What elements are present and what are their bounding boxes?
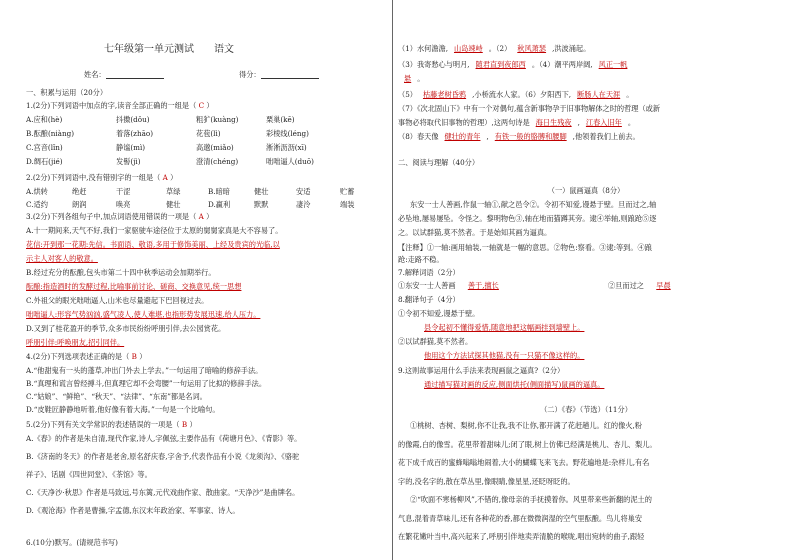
q2-option-r1-c2: 绝赶	[72, 187, 87, 196]
q3-line-5: 酝酿:指造酒时的发酵过程,比喻事前讨论、磋商、交换意见,统一思想	[26, 282, 242, 291]
q8-item-2-answer: 他用这个方法试探其他猫,没有一只猫不像这样的。	[424, 351, 585, 360]
q7-item-1-label: ①东安一士人善画	[398, 281, 456, 290]
poem-line-2-mid: 。（4）潮平两岸阔,	[531, 60, 593, 69]
q8-item-2-question: ②以试群猫,莫不然者。	[398, 337, 473, 346]
q1-option-r3-c4: 淅淅沥沥(xī)	[266, 143, 307, 152]
q1-option-r1-c2: 抖擞(dǒu)	[116, 115, 150, 124]
q1-option-r1-c1: A.应和(hè)	[26, 115, 63, 124]
poem-line-7-ans2: 有铁一般的胳膊和腰脚	[494, 132, 567, 141]
poem-line-4-suffix: 。	[626, 90, 634, 99]
q1-answer: C	[198, 101, 205, 110]
q3-line-1: A.十一期间来,天气不好,我们一家驱驶车途径位于太原的舅舅家真是大不容易了。	[26, 226, 283, 235]
q8-item-1-question: ①令初不知爱,谩悬于壁。	[398, 309, 480, 318]
q1-stem-text: 1.(2分)下列词语中加点的字,读音全部正确的一组是（	[26, 101, 197, 110]
poem-line-3-mid: 。	[417, 74, 425, 83]
q3-stem-text: 3.(2分)下列各组句子中,加点词语使用错误的一项是（	[26, 212, 197, 221]
q3-line-9: 呼朋引伴:呼唤朋友,招引同伴。	[26, 338, 125, 347]
q8-item-1-answer: 县令起初不懂得爱惜,随意地把这幅画挂到墙壁上。	[424, 323, 585, 332]
name-field	[84, 70, 164, 79]
q1-option-r4-c4: 咄咄逼人(duō)	[266, 157, 314, 166]
q6-stem: 6.(10分)默写。(请规范书写)	[26, 538, 118, 547]
q4-line-2: B.“真理和谎言曾经搏斗,但真理它却不会弯腰”一句运用了比拟的修辞手法。	[26, 379, 267, 388]
q5-answer: B	[181, 420, 188, 429]
poem-line-4-ans1: 枯藤老树昏鸦	[422, 90, 467, 99]
q7-item-1-answer: 善于,擅长	[467, 281, 499, 290]
q2-option-r1-c3: 干涩	[116, 187, 131, 196]
section2-title: 二、阅读与理解（40分）	[398, 158, 480, 167]
poem-line-1-ans2: 秋风萧瑟	[517, 44, 547, 53]
q5-stem-close: ）	[189, 420, 197, 429]
q3-line-6: C.外祖父的眼光咄咄逼人,山米也尽量避起下巴回视过去。	[26, 296, 209, 305]
poem-line-1-prefix: （1）水何澹澹,	[398, 44, 448, 53]
q1-option-r2-c3: 花苞(lì)	[196, 129, 221, 138]
reading-a-title: （一）鼠画逼真（8分）	[547, 186, 625, 195]
poem-line-4-prefix: （5）	[398, 90, 417, 99]
score-blank[interactable]	[261, 71, 319, 79]
q5-line-5: D.《观沧海》作者是曹操,字孟德,东汉末年政治家、军事家、诗人。	[26, 506, 240, 515]
q5-line-3: 祥子》、话剧《四世同堂》、《茶馆》等。	[26, 470, 152, 479]
reading-b-passage-line-6: 气息,混着青草味儿,还有各种花的香,都在微微润湿的空气里酝酿。鸟儿将巢安	[398, 513, 643, 523]
column-divider	[392, 0, 393, 560]
poem-line-5	[398, 104, 684, 113]
poem-line-7-prefix: （8）春天像	[398, 132, 439, 141]
q2-option-r1-c5: B.暗暗	[208, 187, 230, 196]
q2-stem-close: ）	[170, 173, 178, 182]
q1-stem-close: ）	[206, 101, 214, 110]
q5-stem	[26, 420, 197, 429]
q3-line-3: 示主人对客人的敬意。	[26, 254, 98, 263]
poem-line-6-ans2: 江春入旧年	[585, 118, 622, 127]
q4-stem-close: ）	[139, 352, 147, 361]
q3-stem	[26, 212, 213, 221]
q1-option-r3-c3: 高邈(miǎo)	[196, 143, 234, 152]
q4-stem	[26, 352, 146, 361]
poem-line-7-ans1: 健壮的青年	[444, 132, 481, 141]
poem-line-1-mid: 。（2）	[488, 44, 512, 53]
reading-b-passage-line-4: 字的,没名字的,散在草丛里,像眼睛,像星星,还眨呀眨的。	[398, 476, 575, 486]
q5-line-1: A.《春》的作者是朱自清,现代作家,诗人,字佩弦,主要作品有《荷塘月色》、《背影》等。	[26, 434, 302, 443]
q7-item-2-answer: 早晨	[656, 281, 671, 290]
q2-option-r2-c1: C.适约	[26, 200, 48, 209]
poem-line-2	[398, 60, 633, 69]
poem-line-4-ans2: 断肠人在天涯	[577, 90, 621, 99]
q5-stem-text: 5.(2分)下列有关文学常识的表述错误的一项是（	[26, 420, 180, 429]
poem-line-1-ans1: 山岛竦峙	[453, 44, 483, 53]
q2-option-r2-c4: 健壮	[166, 200, 181, 209]
reading-b-passage-line-2: 的像霞,白的像雪。花里带着甜味儿;闭了眼,树上仿佛已经满是桃儿、杏儿、梨儿。	[398, 439, 657, 449]
q7-item-1	[398, 281, 499, 290]
q1-option-r4-c3: 澄清(chéng)	[196, 157, 239, 166]
poem-line-7	[398, 132, 640, 141]
reading-b-title: （二）《春》（节选）（11分）	[540, 405, 632, 414]
q4-stem-text: 4.(2分)下列选项表述正确的是（	[26, 352, 130, 361]
name-label: 姓名：	[84, 70, 106, 79]
reading-b-passage-line-3: 花下成千成百的蜜蜂嗡嗡地闹着,大小的蝴蝶飞来飞去。野花遍地是:杂样儿,有名	[398, 458, 650, 467]
q2-stem	[26, 173, 177, 182]
poem-line-3-ans2	[424, 74, 436, 83]
reading-b-passage-line-1: ①桃树、杏树、梨树,你不让我,我不让你,都开满了花赶趟儿。红的像火,粉	[410, 421, 642, 430]
q2-option-r1-c7: 安适	[296, 187, 311, 196]
q2-option-r2-c8: 端装	[340, 200, 355, 209]
poem-line-4-mid: ,小桥流水人家。（6）夕阳西下,	[472, 90, 572, 99]
q2-stem-text: 2.(2分)下列词语中,没有错别字的一组是（	[26, 173, 161, 182]
q3-answer: A	[198, 212, 204, 221]
q2-option-r2-c2: 朗润	[72, 200, 87, 209]
q2-option-r2-c3: 唤亮	[116, 200, 131, 209]
q4-line-1: A.“他甜鬼有一头的蓬草,冲出门外去上学去。”一句运用了暗喻的修辞手法。	[26, 366, 263, 375]
poem-line-1	[398, 44, 590, 53]
score-label: 得分：	[239, 70, 261, 79]
poem-line-3	[398, 74, 436, 83]
q3-line-4: B.经过充分的酝酿,包头市第二十四中秋季运动会加期举行。	[26, 268, 216, 277]
q2-option-r2-c5: D.赢利	[208, 200, 231, 209]
left-column	[26, 0, 384, 560]
q9-answer: 通过描写猫对画的反应,侧面烘托(侧面描写)鼠画的逼真。	[424, 380, 605, 389]
poem-line-7-mid: ,	[486, 132, 489, 141]
poem-line-6-ans1: 海日生残夜	[535, 118, 572, 127]
q8-stem: 8.翻译句子（4分）	[398, 295, 460, 304]
poem-line-3-ans1: 悬	[404, 74, 412, 83]
poem-line-7-suffix: ,他领着我们上前去。	[572, 132, 640, 141]
q1-option-r4-c1: D.绸石(jié)	[26, 157, 63, 166]
poem-line-6-mid: ,	[577, 118, 580, 127]
score-field	[239, 70, 319, 79]
q3-line-2: 花信:开到那一花期:先信。书面语、敬语,多用于修饰美丽、上经及贵宾的光临,以	[26, 240, 280, 249]
q5-line-4: C.《天净沙·秋思》作者是马致远,号东篱,元代戏曲作家、散曲家。“天净沙”是曲牌名。	[26, 488, 300, 497]
poem-line-4	[398, 90, 633, 99]
q2-option-r2-c7: 凄泠	[296, 200, 311, 209]
right-column	[398, 0, 774, 560]
q1-option-r2-c1: B.酝酿(niàng)	[26, 129, 74, 138]
reading-a-note-line-2: 跄:走路不稳。	[398, 255, 444, 264]
poem-line-2-ans1: 随君直到夜郎西	[475, 60, 526, 69]
q3-line-7: 咄咄逼人:形容气势汹汹,盛气凌人,使人难堪,也指形势发展迅速,给人压力。	[26, 310, 261, 319]
q3-line-8: D.又到了桂花盈开的季节,众多市民纷纷呼朋引伴,去公园赏花。	[26, 324, 226, 333]
poem-line-5-ans2	[672, 104, 684, 113]
poem-line-6-suffix: 。	[627, 118, 636, 127]
q4-answer: B	[131, 352, 137, 361]
q2-option-r1-c4: 草绿	[166, 187, 181, 196]
poem-line-5-prefix: （7）《次北固山下》中有一个对偶句,蕴含新事物孕于旧事物解体之时的哲理（或新	[398, 104, 661, 113]
q1-option-r4-c2: 发髻(jì)	[116, 157, 141, 166]
q2-option-r2-c6: 默默	[254, 200, 269, 209]
q4-line-4: D.“皮鞋匠静静地听着,他好像有着大海。”一句是一个比喻句。	[26, 405, 220, 414]
poem-line-5-ans1	[660, 104, 672, 113]
q7-stem: 7.解释词语（2分）	[398, 268, 460, 277]
q7-item-2-label: ②旦而过之	[608, 281, 644, 290]
q1-option-r1-c3: 粗犷(kuàng)	[196, 115, 239, 124]
reading-b-passage-line-5: ②“吹面不寒杨柳风”,不错的,像母亲的手抚摸着你。风里带来些新翻的泥土的	[410, 495, 652, 504]
q1-option-r1-c4: 栗巢(kē)	[266, 115, 295, 124]
reading-a-passage-line-1: 东安一士人善画,作鼠一轴①,献之邑令②。令初不知爱,谩悬于壁。旦而过之,轴	[410, 200, 657, 209]
reading-a-passage-line-2: 必坠地,屡易屡坠。令怪之。黎明物色③,轴在地而猫蹲其旁。逮④举轴,则踉跄⑤逐	[398, 214, 657, 223]
section1-title: 一、积累与运用（20分）	[26, 88, 108, 97]
poem-line-6-prefix: 事物必将取代旧事物的哲理）,这两句诗是	[398, 118, 530, 127]
q1-option-r3-c1: C.宫音(lǐn)	[26, 143, 63, 152]
q3-stem-close: ）	[206, 212, 214, 221]
q2-option-r1-c6: 健壮	[254, 187, 269, 196]
q2-answer: A	[162, 173, 168, 182]
poem-line-1-suffix: ,洪波涌起。	[552, 44, 591, 53]
poem-line-6	[398, 118, 635, 127]
poem-line-2-ans2: 风正一帆	[598, 60, 628, 69]
q1-option-r2-c2: 着落(zhāo)	[116, 129, 154, 138]
reading-a-passage-line-3: 之。以试群猫,莫不然者。于是始知其画为逼真。	[398, 228, 552, 237]
q1-option-r2-c4: 彩棱线(léng)	[266, 129, 309, 138]
q1-stem	[26, 101, 214, 110]
q5-line-2: B.《济南的冬天》的作者是老舍,原名舒庆春,字舍予,代表作品有小说《龙须沟》、《骆驼	[26, 452, 300, 461]
reading-b-passage-line-7: 在繁花嫩叶当中,高兴起来了,呼朋引伴地卖弄清脆的喉咙,唱出宛转的曲子,跟轻	[398, 532, 645, 541]
q9-stem: 9.这则故事运用什么手法来表现画鼠之逼真?（2分）	[398, 366, 565, 375]
reading-a-note-line-1: 【注释】①一轴:画用轴装,一轴就是一幅的意思。②物色:察看。③逮:等到。④踉	[398, 243, 652, 252]
q2-option-r1-c1: A.烘转	[26, 187, 48, 196]
q7-item-2	[608, 281, 671, 290]
q4-line-3: C.“姑娘”、“鲜艳”、“秋天”、“法律”、“东南”都是名词。	[26, 392, 207, 401]
page-title: 七年级第一单元测试 语文	[104, 44, 234, 55]
q1-option-r3-c2: 静谧(mì)	[116, 143, 146, 152]
name-blank[interactable]	[106, 71, 164, 79]
poem-line-2-prefix: （3）我寄愁心与明月,	[398, 60, 470, 69]
q2-option-r1-c8: 贮蓄	[340, 187, 355, 196]
